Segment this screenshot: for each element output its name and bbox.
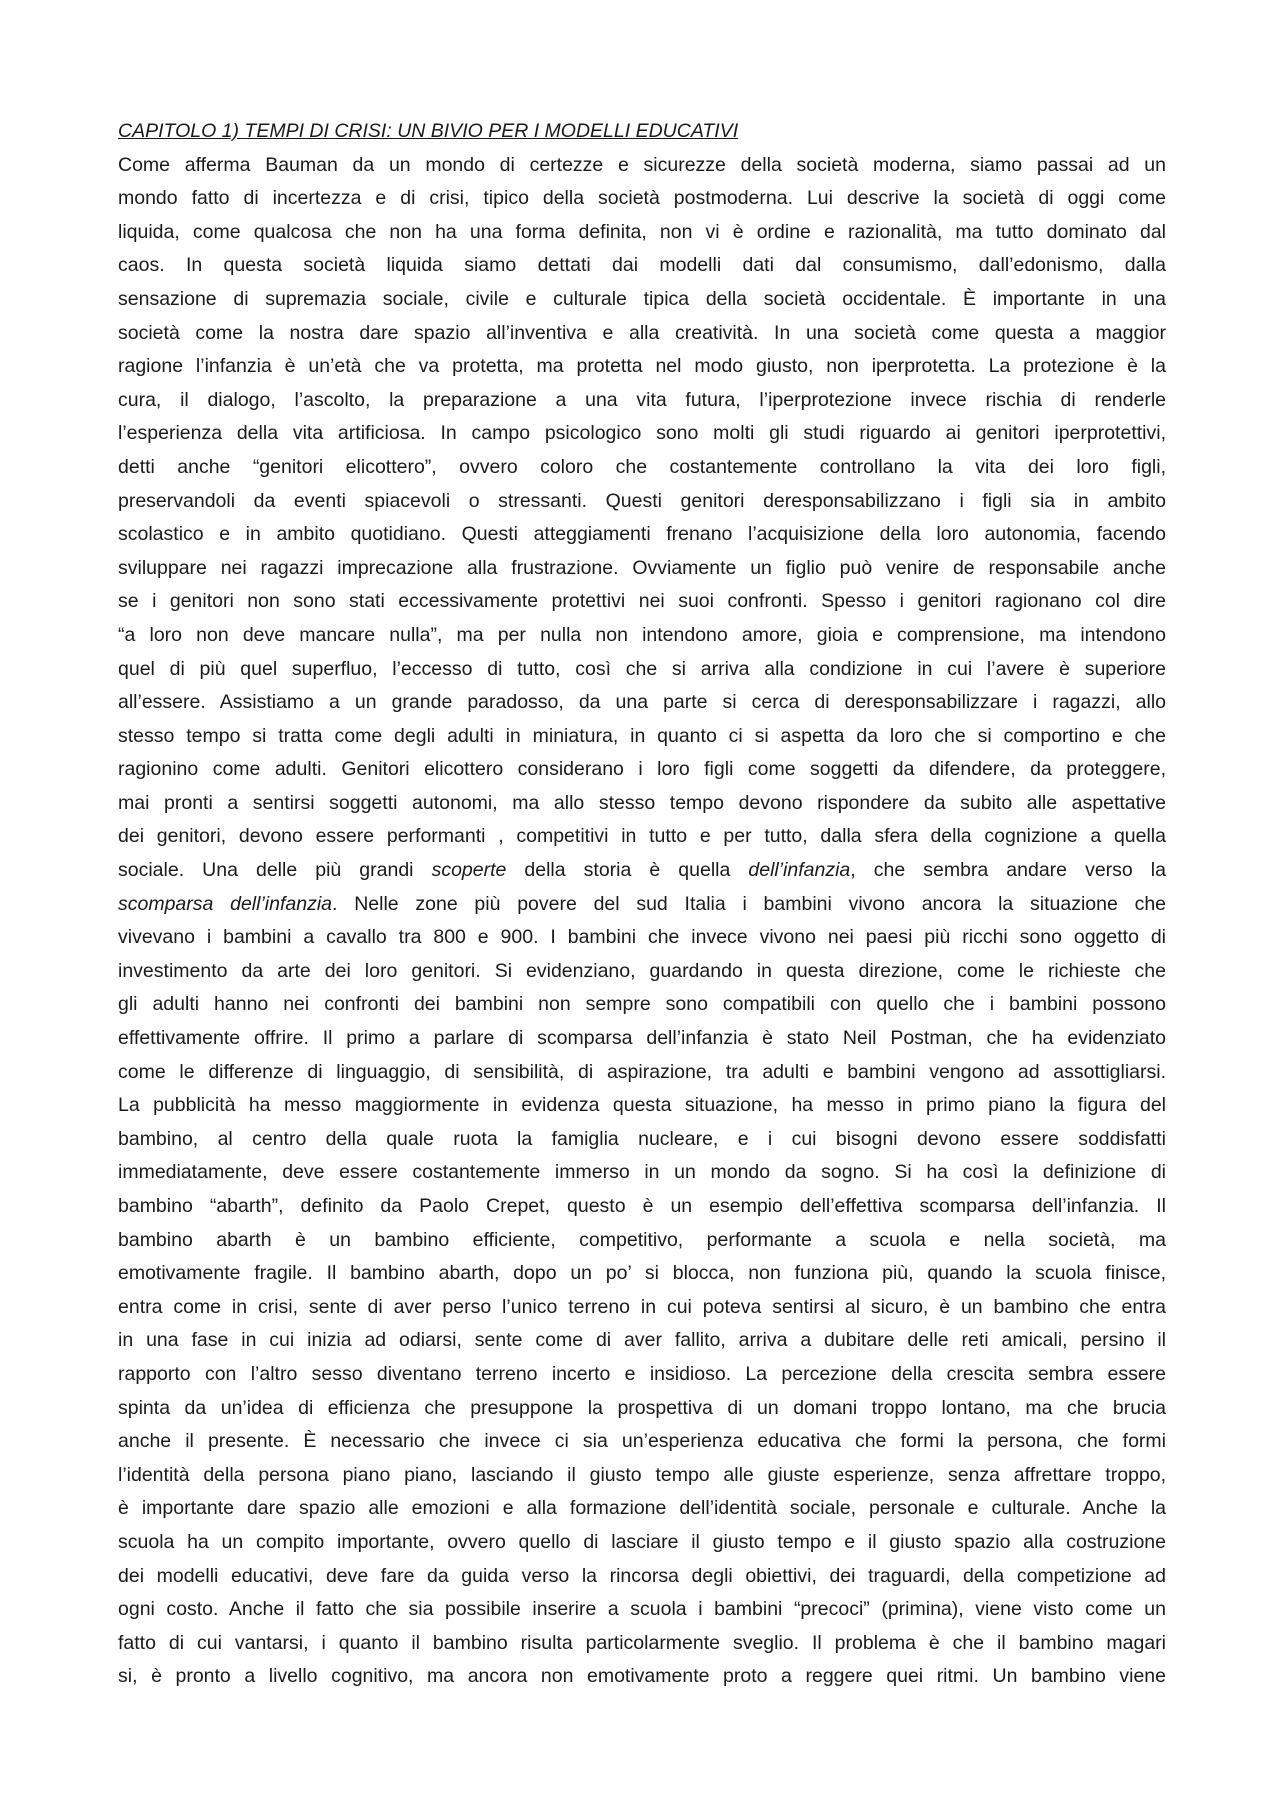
- text-line: mondo fatto di incertezza e di crisi, tipico della società postmoderna. Lui descrive la società di oggi come: [118, 187, 1166, 210]
- text-line: bambino abarth è un bambino efficiente, competitivo, performante a scuola e nella società, ma: [118, 1228, 1166, 1251]
- text-line: La pubblicità ha messo maggiormente in evidenza questa situazione, ha messo in primo piano la figura del: [118, 1094, 1166, 1117]
- text-run: della storia è quella: [506, 859, 749, 882]
- text-line: bambino, al centro della quale ruota la famiglia nucleare, e i cui bisogni devono essere soddisfatti: [118, 1127, 1166, 1150]
- text-line: scolastico e in ambito quotidiano. Questi atteggiamenti frenano l’acquisizione della loro autonomia, facendo: [118, 523, 1166, 546]
- text-line: se i genitori non sono stati eccessivamente protettivi nei suoi confronti. Spesso i genitori ragionano col dire: [118, 590, 1166, 613]
- text-line-italic-2: [118, 888, 1166, 922]
- text-line: è importante dare spazio alle emozioni e alla formazione dell’identità sociale, personale e culturale. Anche la: [118, 1497, 1166, 1520]
- text-line: mai pronti a sentirsi soggetti autonomi, ma allo stesso tempo devono rispondere da subito alle aspettative: [118, 791, 1166, 814]
- text-line: all’essere. Assistiamo a un grande paradosso, da una parte si cerca di deresponsabilizzare i ragazzi, allo: [118, 691, 1166, 714]
- text-line: fatto di cui vantarsi, i quanto il bambino risulta particolarmente sveglio. Il problema è che il bambino magari: [118, 1631, 1166, 1654]
- text-line: stesso tempo si tratta come degli adulti in miniatura, in quanto ci si aspetta da loro che si comportino e che: [118, 724, 1166, 747]
- text-line: caos. In questa società liquida siamo dettati dai modelli dati dal consumismo, dall’edonismo, dalla: [118, 254, 1166, 277]
- text-line: emotivamente fragile. Il bambino abarth, dopo un po’ si blocca, non funziona più, quando la scuola finisce,: [118, 1262, 1166, 1285]
- text-line: effettivamente offrire. Il primo a parlare di scomparsa dell’infanzia è stato Neil Postman, che ha evidenziato: [118, 1027, 1166, 1050]
- paragraph-part-1: [118, 149, 1166, 854]
- italic-term-scoperte: scoperte: [431, 859, 507, 882]
- text-line: dei genitori, devono essere performanti , competitivi in tutto e per tutto, dalla sfera della cognizione a quella: [118, 825, 1166, 848]
- text-line: vivevano i bambini a cavallo tra 800 e 900. I bambini che invece vivono nei paesi più ricchi sono oggetto di: [118, 926, 1166, 949]
- text-line: quel di più quel superfluo, l’eccesso di tutto, così che si arriva alla condizione in cui l’avere è superiore: [118, 657, 1166, 680]
- text-line: anche il presente. È necessario che invece ci sia un’esperienza educativa che formi la persona, che formi: [118, 1430, 1166, 1453]
- italic-term-scomparsa: scomparsa dell’infanzia: [118, 892, 333, 915]
- text-line: dei modelli educativi, deve fare da guida verso la rincorsa degli obiettivi, dei traguardi, della competizione ad: [118, 1564, 1166, 1587]
- text-line: scuola ha un compito importante, ovvero quello di lasciare il giusto tempo e il giusto spazio alla costruzione: [118, 1530, 1166, 1553]
- text-line: liquida, come qualcosa che non ha una forma definita, non vi è ordine e razionalità, ma tutto dominato dal: [118, 220, 1166, 243]
- text-line: come le differenze di linguaggio, di sensibilità, di aspirazione, tra adulti e bambini vengono ad assottigliarsi.: [118, 1060, 1166, 1083]
- text-line: entra come in crisi, sente di aver perso l’unico terreno in cui poteva sentirsi al sicuro, è un bambino che entra: [118, 1295, 1166, 1318]
- text-line: ragione l’infanzia è un’età che va protetta, ma protetta nel modo giusto, non iperprotetta. La protezione è la: [118, 355, 1166, 378]
- text-line: detti anche “genitori elicottero”, ovvero coloro che costantemente controllano la vita dei loro figli,: [118, 455, 1166, 478]
- text-line: sviluppare nei ragazzi imprecazione alla frustrazione. Ovviamente un figlio può venire de responsabile anche: [118, 556, 1166, 579]
- text-line: ogni costo. Anche il fatto che sia possibile inserire a scuola i bambini “precoci” (primina), viene visto come un: [118, 1598, 1166, 1621]
- text-line: rapporto con l’altro sesso diventano terreno incerto e insidioso. La percezione della crescita sembra essere: [118, 1362, 1166, 1385]
- text-line: “a loro non deve mancare nulla”, ma per nulla non intendono amore, gioia e comprensione, ma intendono: [118, 623, 1166, 646]
- italic-term-infanzia: dell’infanzia: [748, 859, 851, 882]
- document-body: [118, 115, 1166, 1694]
- text-run: sociale. Una delle più grandi: [118, 859, 432, 882]
- text-line: bambino “abarth”, definito da Paolo Crepet, questo è un esempio dell’effettiva scomparsa dell’infanzia. Il: [118, 1195, 1166, 1217]
- text-line: gli adulti hanno nei confronti dei bambini non sempre sono compatibili con quello che i bambini possono: [118, 993, 1166, 1016]
- paragraph-part-2: [118, 921, 1166, 1694]
- text-line: l’identità della persona piano piano, lasciando il giusto tempo alle giuste esperienze, senza affrettare troppo,: [118, 1463, 1166, 1486]
- text-line: immediatamente, deve essere costantemente immerso in un mondo da sogno. Si ha così la definizione di: [118, 1161, 1166, 1184]
- text-line: Come afferma Bauman da un mondo di certezze e sicurezze della società moderna, siamo passai ad un: [118, 153, 1166, 176]
- text-line: società come la nostra dare spazio all’inventiva e alla creatività. In una società come questa a maggior: [118, 321, 1166, 344]
- text-run: . Nelle zone più povere del sud Italia i bambini vivono ancora la situazione che: [332, 892, 1167, 915]
- text-line: cura, il dialogo, l’ascolto, la preparazione a una vita futura, l’iperprotezione invece rischia di renderle: [118, 388, 1166, 411]
- text-line: sensazione di supremazia sociale, civile e culturale tipica della società occidentale. È importante in una: [118, 287, 1166, 310]
- text-line-italic-1: [118, 854, 1166, 888]
- chapter-heading: CAPITOLO 1) TEMPI DI CRISI: UN BIVIO PER I MODELLI EDUCATIVI: [118, 120, 739, 142]
- text-line: investimento da arte dei loro genitori. Si evidenziano, guardando in questa direzione, come le richieste che: [118, 959, 1166, 982]
- text-line: si, è pronto a livello cognitivo, ma ancora non emotivamente proto a reggere quei ritmi. Un bambino viene: [118, 1665, 1166, 1688]
- text-line: l’esperienza della vita artificiosa. In campo psicologico sono molti gli studi riguardo ai genitori iperprotettivi,: [118, 422, 1166, 445]
- text-line: in una fase in cui inizia ad odiarsi, sente come di aver fallito, arriva a dubitare delle reti amicali, persino il: [118, 1329, 1166, 1352]
- text-run: , che sembra andare verso la: [850, 859, 1166, 882]
- text-line: spinta da un’idea di efficienza che presuppone la prospettiva di un domani troppo lontano, ma che brucia: [118, 1396, 1166, 1419]
- text-line: preservandoli da eventi spiacevoli o stressanti. Questi genitori deresponsabilizzano i figli sia in ambito: [118, 489, 1166, 512]
- text-line: ragionino come adulti. Genitori elicottero considerano i loro figli come soggetti da difendere, da proteggere,: [118, 758, 1166, 781]
